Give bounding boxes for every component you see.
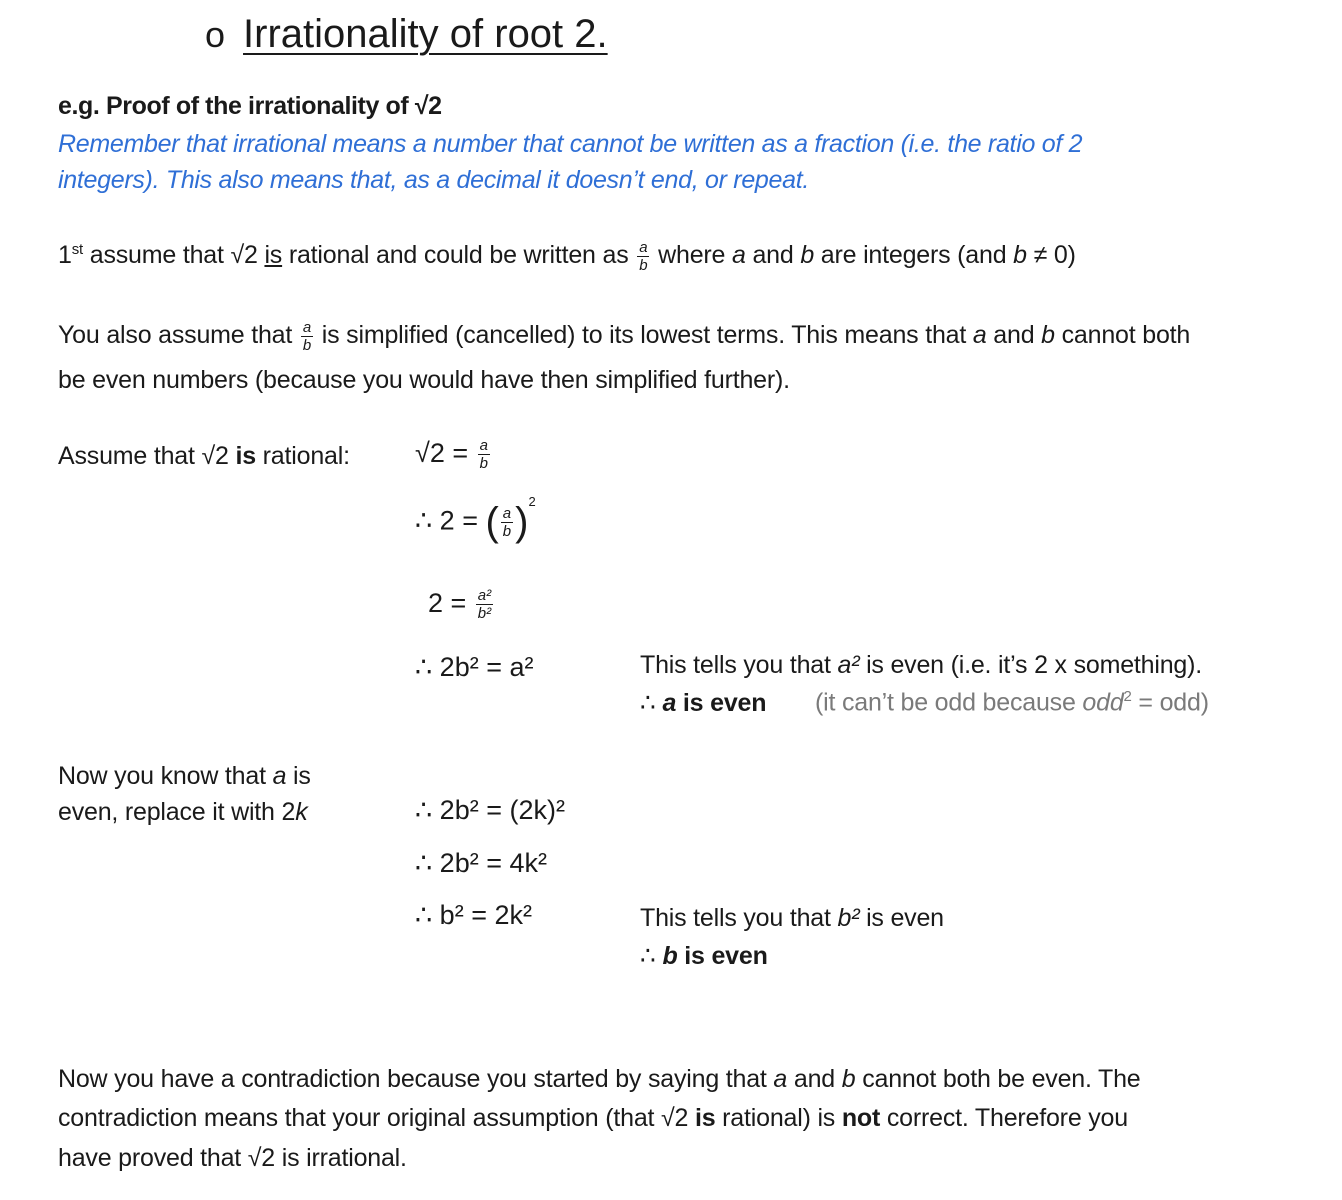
eq-lhs: 2 = [428, 588, 474, 618]
fraction-a-over-b [478, 438, 490, 471]
step-1-paragraph [58, 240, 1076, 273]
text: This tells you that [640, 904, 838, 932]
equation-5: ∴ 2b² = (2k)² [415, 795, 565, 825]
numerator: a [302, 319, 312, 336]
text: correct. Therefore you [880, 1104, 1128, 1132]
ordinal: 1 [58, 241, 72, 270]
var-a: a [972, 321, 987, 350]
ordinal-sup: st [71, 240, 83, 258]
conclusion-text: is even [676, 689, 767, 717]
text: is simplified (cancelled) to its lowest terms. This means that [315, 321, 973, 350]
final-line-2 [58, 1104, 1128, 1133]
eq-lhs: ∴ 2 = [415, 505, 486, 536]
denominator: b [479, 455, 488, 473]
var-b: b [662, 942, 678, 970]
explain-1-aside [815, 688, 1209, 717]
conclusion-text: is even [677, 942, 768, 970]
denominator: b [502, 523, 512, 540]
text: ≠ 0) [1026, 241, 1076, 270]
text: rational and could be written as [282, 241, 636, 270]
exponent: 2 [1123, 688, 1132, 705]
var-k: k [295, 798, 308, 826]
note-line-1: Remember that irrational means a number that cannot be written as a fraction (i.e. the ratio of 2 [58, 130, 1083, 158]
text: Now you have a contradiction because you started by saying that [58, 1065, 774, 1093]
explain-2-line-2 [640, 941, 768, 971]
text: Now you know that [58, 762, 273, 790]
bold-not: not [841, 1104, 881, 1132]
numerator: a [479, 437, 488, 455]
var-b: b [1041, 321, 1055, 350]
text: assume that √2 [83, 241, 265, 270]
var-a: a [662, 689, 677, 717]
note-line-2: integers). This also means that, as a decimal it doesn’t end, or repeat. [58, 166, 810, 194]
var-b: b [841, 1065, 856, 1093]
text: You also assume that [58, 321, 299, 350]
var-odd: odd [1082, 688, 1124, 717]
var-b: b [800, 241, 815, 270]
text: cannot both be even. The [855, 1065, 1141, 1093]
section-heading: e.g. Proof of the irrationality of √2 [58, 92, 442, 120]
text: cannot both [1054, 321, 1191, 350]
fraction-a-over-b [637, 240, 649, 273]
text: is even [859, 904, 944, 932]
var-b-squared: b² [837, 904, 860, 932]
bold-is: is [694, 1104, 716, 1132]
text: and [986, 321, 1042, 350]
text: Assume that √2 [58, 442, 236, 470]
fraction-a2-over-b2 [476, 588, 493, 621]
text: rational) is [715, 1104, 842, 1132]
var-a-squared: a² [837, 651, 860, 679]
text: and [745, 241, 801, 270]
fraction-a-over-b [301, 320, 313, 353]
title-row [205, 12, 608, 57]
assume-label [58, 442, 350, 471]
text: and [787, 1065, 842, 1093]
therefore-symbol: ∴ [640, 942, 663, 970]
text: is even (i.e. it’s 2 x something). [859, 651, 1203, 679]
text: rational: [255, 442, 350, 470]
explain-2-line-1 [640, 904, 944, 933]
underlined-is: is [264, 241, 283, 270]
denominator: b² [477, 605, 492, 623]
var-b: b [1013, 241, 1027, 270]
text: (it can’t be odd because [815, 688, 1083, 717]
text: contradiction means that your original assumption (that √2 [58, 1104, 695, 1132]
text: where [651, 241, 732, 270]
exponent: 2 [528, 493, 536, 509]
var-a: a [272, 762, 287, 790]
explain-1-line-1 [640, 651, 1202, 680]
denominator: b [639, 257, 648, 274]
numerator: a [502, 505, 512, 522]
bullet-circle-icon: o [205, 13, 226, 55]
now-label-line-1 [58, 762, 311, 791]
equation-2: ∴ 2 = ( $\frac{a}{b}$ )$^2$ [415, 493, 536, 544]
final-line-1 [58, 1065, 1141, 1094]
var-a: a [732, 241, 746, 270]
var-a: a [773, 1065, 788, 1093]
denominator: b [302, 337, 312, 354]
equation-7: ∴ b² = 2k² [415, 900, 532, 930]
fraction-a-over-b [501, 506, 513, 539]
explain-1-line-2 [640, 688, 766, 718]
equation-6: ∴ 2b² = 4k² [415, 848, 547, 878]
final-line-3: have proved that √2 is irrational. [58, 1144, 407, 1172]
text: is [286, 762, 311, 790]
bold-is: is [235, 442, 256, 470]
numerator: a [639, 239, 648, 256]
text: even, replace it with 2 [58, 798, 296, 826]
text: = odd) [1131, 688, 1209, 717]
page-title: Irrationality of root 2. [243, 12, 608, 56]
equation-1 [415, 438, 492, 471]
para-2-line-1 [58, 320, 1190, 353]
eq-lhs: √2 = [415, 438, 476, 468]
therefore-symbol: ∴ [640, 689, 663, 717]
numerator: a² [477, 587, 492, 605]
now-label-line-2 [58, 798, 308, 827]
equation-4: ∴ 2b² = a² [415, 652, 534, 682]
text: are integers (and [814, 241, 1014, 270]
para-2-line-2: be even numbers (because you would have then simplified further). [58, 366, 790, 394]
text: This tells you that [640, 651, 838, 679]
equation-3 [428, 588, 495, 621]
